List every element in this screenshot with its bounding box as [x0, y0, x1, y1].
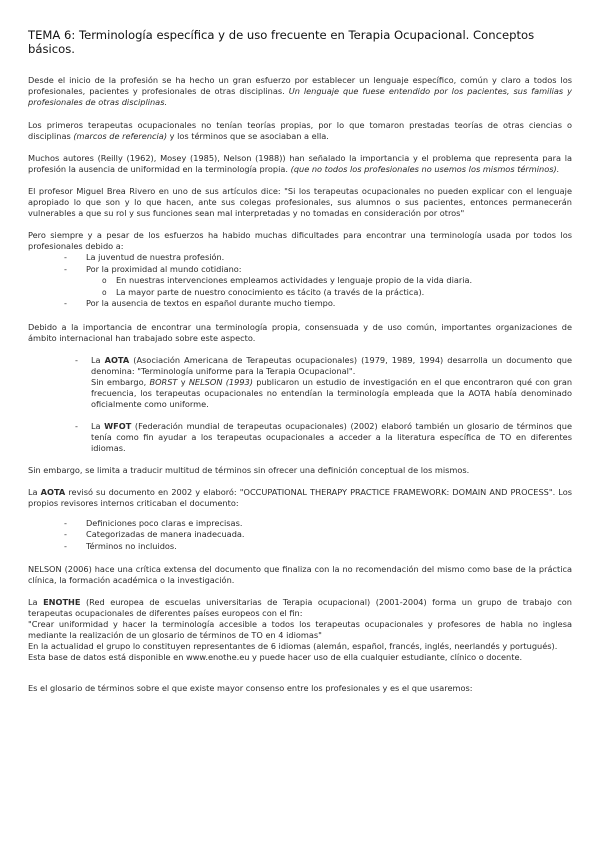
list-item: o La mayor parte de nuestro conocimiento es tácito (a través de la práctica).: [28, 287, 572, 299]
paragraph-brea-rivero-quote: El profesor Miguel Brea Rivero en uno de sus artículos dice: "Si los terapeutas ocupacionales no pueden explicar con el lenguaje apropiado lo que son y lo que hacen, ante sus colegas profesionales, sus alumnos o sus pacientes, entonces permanecerán vulnerables a que su rol y sus funciones sean mal interpretadas y no tomadas en consideración por otros": [28, 186, 572, 218]
text-span: (Red europea de escuelas universitarias de Terapia ocupacional) (2001-2004) forma un grupo de trabajo con terapeutas ocupacionales de diferentes países europeos con el fin:: [28, 597, 572, 618]
paragraph-glossary: Es el glosario de términos sobre el que existe mayor consenso entre los profesionales y es el que usaremos:: [28, 683, 473, 693]
wfot-name: WFOT: [104, 420, 132, 431]
critics-list: [28, 518, 572, 553]
text-span: publicaron un estudio de investigación en el que encontraron qué con gran frecuencia, los terapeutas ocupacionales no entendían la terminología empleada que la AOTA había denominado oficialmente como uniforme.: [91, 376, 573, 409]
enothe-languages: En la actualidad el grupo lo constituyen representantes de 6 idiomas (alemán, español, francés, inglés, neerlandés y portugués).: [28, 641, 558, 651]
text-span: La: [91, 354, 105, 365]
aota-bullet: [28, 355, 572, 377]
paragraph-enothe: [28, 597, 572, 619]
difficulties-list: [28, 252, 572, 275]
intro-text: Desde el inicio de la profesión se ha hecho un gran esfuerzo por establecer un lenguaje específico, común y claro a todos los profesionales, pacientes y profesionales de otras disciplinas.: [28, 75, 572, 96]
list-item: - Por la proximidad al mundo cotidiano:: [28, 264, 572, 276]
text-span: La: [28, 486, 41, 497]
paragraph-first-therapists: [28, 120, 572, 142]
paragraph-organizations: Debido a la importancia de encontrar una terminología propia, consensuada y de uso común, importantes organizaciones de ámbito internacional han trabajado sobre este aspecto.: [28, 321, 572, 343]
enothe-database: Esta base de datos está disponible en www.enothe.eu y puede hacer uso de ella cualquier estudiante, clínico o docente.: [28, 652, 523, 662]
text-span: Muchos autores (Reilly (1962), Mosey (1985), Nelson (1988)) han señalado la importancia y el problema que representa para la profesión la ausencia de uniformidad en la terminología propia.: [28, 153, 572, 174]
text-span: y: [177, 376, 189, 387]
enothe-name: ENOTHE: [43, 597, 81, 607]
aota-name: AOTA: [104, 354, 130, 365]
list-item: - Categorizadas de manera inadecuada.: [28, 529, 572, 541]
text-span: (Federación mundial de terapeutas ocupacionales) (2002) elaboró también un glosario de términos que tenía como fin ayudar a los terapeutas ocupacionales a acceder a la literatura específica de TO en diferentes idiomas.: [91, 420, 572, 453]
difficulties-list-end: [28, 298, 572, 310]
paragraph-intro: [28, 75, 572, 108]
text-span: Los primeros terapeutas ocupacionales no tenían teorías propias, por lo que tomaron prestadas teorías de otras ciencias o disciplinas: [28, 120, 572, 141]
wfot-bullet: [28, 421, 572, 454]
text-span: La: [28, 597, 44, 607]
paragraph-authors: [28, 153, 572, 175]
italic-span: NELSON (1993): [188, 376, 253, 387]
enothe-quote: "Crear uniformidad y hacer la terminología accesible a todos los terapeutas ocupacionales y profesores de habla no inglesa mediante la realización de un glosario de términos de TO en 4 idiomas": [28, 619, 572, 640]
paragraph-aota-revision: [28, 487, 572, 509]
paragraph-nelson: NELSON (2006) hace una crítica extensa del documento que finaliza con la no recomendación del mismo como base de la práctica clínica, la formación académica o la investigación.: [28, 564, 572, 585]
text-span: La: [91, 420, 105, 431]
list-item: - Definiciones poco claras e imprecisas.: [28, 518, 572, 530]
aota-continuation: [28, 377, 572, 410]
page-title: TEMA 6: Terminología específica y de uso frecuente en Terapia Ocupacional. Conceptos básicos.: [28, 28, 535, 56]
italic-span: (marcos de referencia): [73, 131, 168, 141]
list-item: o En nuestras intervenciones empleamos actividades y lenguaje propio de la vida diaria.: [28, 275, 572, 287]
text-span: revisó su documento en 2002 y elaboró: "OCCUPATIONAL THERAPY PRACTICE FRAMEWORK: DOMAIN AND PROCESS". Los propios revisores internos criticaban el documento:: [28, 486, 572, 508]
paragraph-limits: Sin embargo, se limita a traducir multitud de términos sin ofrecer una definición conceptual de los mismos.: [28, 464, 470, 475]
italic-span: BORST: [149, 376, 178, 387]
list-item: - Términos no incluidos.: [28, 541, 572, 553]
text-span: Sin embargo,: [91, 376, 150, 387]
italic-span: (que no todos los profesionales no usemos los mismos términos).: [290, 164, 560, 174]
text-span: (Asociación Americana de Terapeutas ocupacionales) (1979, 1989, 1994) desarrolla un documento que denomina: "Terminología uniforme para la Terapia Ocupacional".: [91, 354, 572, 376]
text-span: y los términos que se asociaban a ella.: [167, 131, 329, 141]
list-item: - La juventud de nuestra profesión.: [28, 252, 572, 264]
aota-name: AOTA: [40, 486, 66, 497]
proximity-sublist: [28, 275, 572, 298]
list-item: - Por la ausencia de textos en español durante mucho tiempo.: [28, 298, 572, 310]
paragraph-difficulties: Pero siempre y a pesar de los esfuerzos ha habido muchas dificultades para encontrar una terminología usada por todos los profesionales debido a:: [28, 230, 572, 251]
intro-italic: Un lenguaje que fuese entendido por los pacientes, sus familias y profesionales de otras disciplinas.: [28, 86, 572, 107]
